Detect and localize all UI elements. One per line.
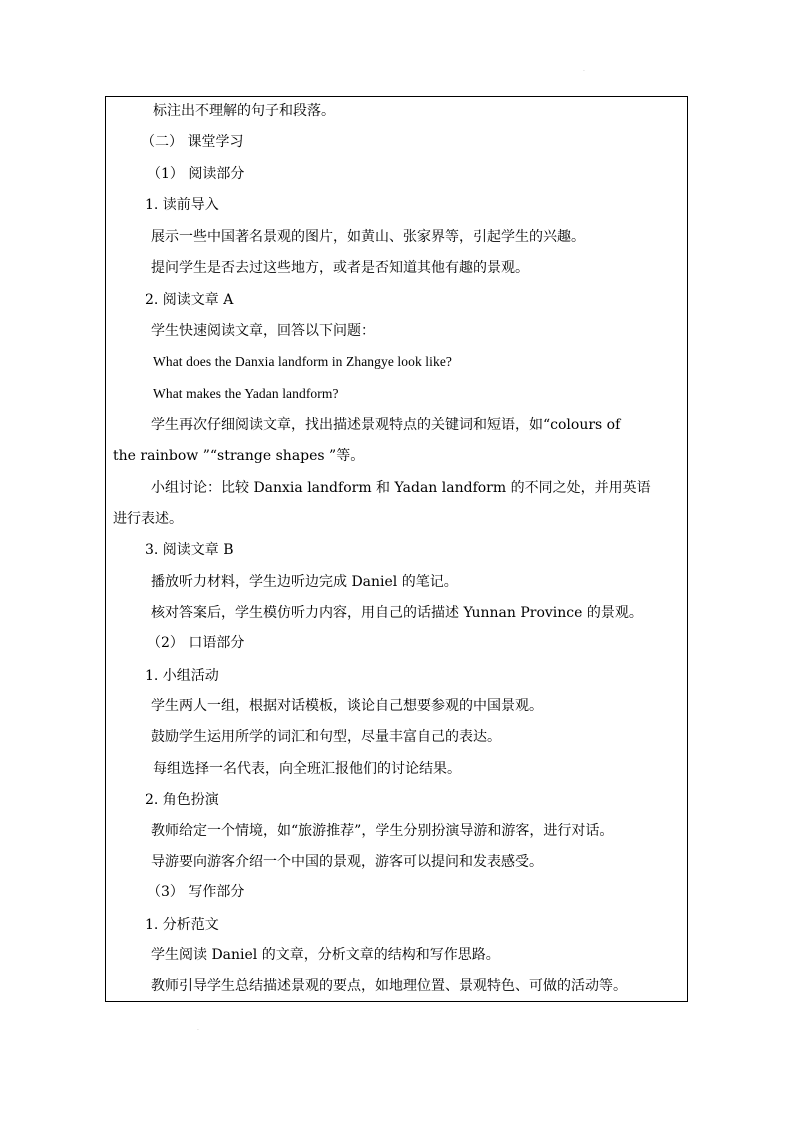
text-line-5: 展示一些中国著名景观的图片，如黄山、张家界等，引起学生的兴趣。 [151, 229, 585, 245]
step-heading-pre-reading: 1. 读前导入 [145, 197, 219, 213]
text-line-17: 核对答案后，学生模仿听力内容，用自己的话描述 Yunnan Province 的景观。 [151, 605, 643, 621]
text-line-11: 学生再次仔细阅读文章，找出描述景观特点的关键词和短语，如“colours of [151, 417, 621, 433]
step-heading-passage-b: 3. 阅读文章 B [145, 542, 234, 558]
step-heading-passage-a: 2. 阅读文章 A [145, 292, 234, 308]
text-line-1: 标注出不理解的句子和段落。 [153, 103, 335, 119]
step-heading-group-activity: 1. 小组活动 [145, 668, 219, 684]
question-danxia: What does the Danxia landform in Zhangye look like? [153, 354, 453, 369]
text-line-29: 教师引导学生总结描述景观的要点，如地理位置、景观特色、可做的活动等。 [151, 978, 627, 994]
text-line-14: 进行表述。 [113, 511, 183, 527]
subsection-heading-writing: （3） 写作部分 [147, 884, 245, 900]
subsection-heading-speaking: （2） 口语部分 [147, 635, 245, 651]
text-line-13: 小组讨论：比较 Danxia landform 和 Yadan landform 的不同之处，并用英语 [151, 480, 651, 496]
text-line-12: the rainbow ”“strange shapes ”等。 [113, 448, 365, 464]
text-line-16: 播放听力材料，学生边听边完成 Daniel 的笔记。 [151, 574, 458, 590]
corner-mark-bottom: · [197, 1027, 199, 1034]
text-line-24: 教师给定一个情境，如“旅游推荐”，学生分别扮演导游和游客，进行对话。 [151, 823, 614, 839]
text-line-20: 学生两人一组，根据对话模板，谈论自己想要参观的中国景观。 [151, 698, 543, 714]
step-heading-role-play: 2. 角色扮演 [145, 792, 219, 808]
text-line-25: 导游要向游客介绍一个中国的景观，游客可以提问和发表感受。 [151, 854, 543, 870]
corner-mark-top: · [583, 68, 585, 75]
section-heading-classroom: （二） 课堂学习 [141, 134, 244, 150]
subsection-heading-reading: （1） 阅读部分 [147, 166, 245, 182]
text-line-8: 学生快速阅读文章，回答以下问题： [151, 323, 375, 339]
step-heading-model-essay: 1. 分析范文 [145, 917, 219, 933]
question-yadan: What makes the Yadan landform? [153, 386, 339, 401]
text-line-22: 每组选择一名代表，向全班汇报他们的讨论结果。 [153, 761, 461, 777]
text-line-6: 提问学生是否去过这些地方，或者是否知道其他有趣的景观。 [151, 260, 529, 276]
text-line-21: 鼓励学生运用所学的词汇和句型，尽量丰富自己的表达。 [151, 729, 501, 745]
text-line-28: 学生阅读 Daniel 的文章，分析文章的结构和写作思路。 [151, 947, 500, 963]
